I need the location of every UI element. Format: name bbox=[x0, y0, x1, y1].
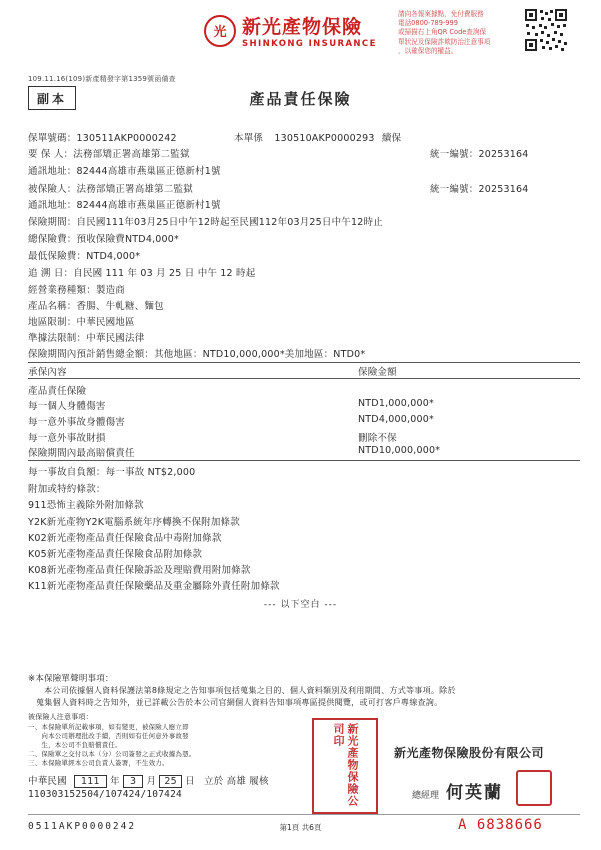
endorsement-item: K11新光產物產品責任保險藥品及重金屬除外責任附加條款 bbox=[28, 581, 280, 592]
doc-reference: 109.11.16(109)新產精發字第1359號函備查 bbox=[28, 75, 176, 83]
note-line: 向本公司辦理批改手續，否則如有任何意外事故發 bbox=[28, 732, 189, 740]
endorsement-item: K08新光產物產品責任保險訴訟及理賠費用附加條款 bbox=[28, 565, 251, 576]
gm-personal-seal bbox=[516, 770, 552, 806]
issue-month: 3 bbox=[123, 775, 143, 788]
coverage-section-title: 產品責任保險 bbox=[28, 386, 87, 397]
issue-day-unit: 日 bbox=[185, 776, 195, 787]
coverage-amount: NTD4,000,000* bbox=[358, 414, 434, 425]
policy-number-row bbox=[28, 130, 177, 144]
notes-heading: 被保險人注意事項： bbox=[28, 713, 93, 721]
footer-policy-code: 0511AKP0000242 bbox=[28, 821, 137, 832]
coverage-header-item: 承保內容 bbox=[28, 367, 67, 378]
original-policy-value: 130510AKP0000293 bbox=[274, 133, 375, 144]
term-line: 最低保險費：NTD4,000* bbox=[28, 251, 141, 262]
coverage-item: 每一個人身體傷害 bbox=[28, 401, 106, 412]
issue-day: 25 bbox=[159, 775, 182, 788]
header-notice bbox=[398, 10, 518, 56]
term-line: 地區限制：中華民國地區 bbox=[28, 317, 135, 328]
coverage-item: 每一意外事故財損 bbox=[28, 433, 106, 444]
endorsement-item: Y2K新光產物Y2K電腦系統年序轉換不保附加條款 bbox=[28, 517, 240, 528]
coverage-item: 保險期間內最高賠償責任 bbox=[28, 448, 135, 459]
notice-line: 電話0800-789-999 bbox=[398, 19, 458, 28]
term-line: 準據法限制：中華民國法律 bbox=[28, 333, 145, 344]
term-line: 追 溯 日：自民國 111 年 03 月 25 日 中午 12 時起 bbox=[28, 268, 256, 279]
coverage-amount: NTD10,000,000* bbox=[358, 445, 441, 456]
notice-line: 單狀況及保險詐欺防治注意事項 bbox=[398, 37, 491, 46]
term-line: 保險期間內預計銷售總金額：其他地區：NTD10,000,000*美加地區：NTD0* bbox=[28, 349, 366, 360]
address-label: 通訊地址： bbox=[28, 200, 77, 211]
serial-number: A 6838666 bbox=[458, 817, 543, 833]
address-label: 通訊地址： bbox=[28, 166, 77, 177]
table-top-rule bbox=[28, 362, 580, 363]
company-name-cn: 新光產物保險 bbox=[242, 16, 363, 38]
notice-line: 請向各報案據點，免付費服務 bbox=[398, 10, 484, 18]
issue-year: 111 bbox=[74, 775, 107, 788]
insured-row bbox=[28, 181, 193, 195]
document-title: 產品責任保險 bbox=[249, 90, 352, 108]
proposer-row bbox=[28, 146, 190, 160]
address-value: 82444高雄市燕巢區正德新村1號 bbox=[76, 200, 221, 211]
gm-label: 總經理 bbox=[412, 791, 440, 801]
insured-tax-row bbox=[430, 181, 528, 195]
qr-code[interactable] bbox=[524, 8, 568, 52]
privacy-line: 蒐集個人資料時之告知外，並已詳載公告於本公司官網個人資料告知事項專區提供閱覽，或可打客戶專線查詢。 bbox=[36, 697, 443, 707]
proposer-tax-value: 20253164 bbox=[478, 149, 529, 160]
note-line: 生，本公司不負賠償責任。 bbox=[28, 741, 122, 749]
page-indicator: 第1頁 共6頁 bbox=[279, 823, 322, 832]
issue-month-unit: 月 bbox=[146, 776, 157, 787]
gm-name: 何英蘭 bbox=[446, 783, 503, 803]
issue-date-row bbox=[28, 773, 269, 788]
company-seal bbox=[312, 718, 378, 814]
insured-tax-label: 統一編號： bbox=[430, 184, 479, 195]
note-line: 三、本保險單經本公司負責人簽署，不生效力。 bbox=[28, 759, 169, 767]
logo-mark: 光 bbox=[204, 15, 236, 47]
insured-tax-value: 20253164 bbox=[478, 184, 529, 195]
seal-text: 新光產物保險公司印 bbox=[332, 723, 359, 807]
term-line: 總保險費：預收保險費NTD4,000* bbox=[28, 234, 179, 245]
table-header-rule bbox=[28, 378, 580, 379]
notice-line: ，以確保您的權益。 bbox=[398, 46, 458, 55]
coverage-item: 每一意外事故身體傷害 bbox=[28, 417, 126, 428]
notice-line: 或掃描右上角QR Code查詢保 bbox=[398, 28, 487, 37]
endorsement-item: K02新光產物產品責任保險食品中毒附加條款 bbox=[28, 533, 222, 544]
proposer-tax-row bbox=[430, 146, 528, 160]
deductible: 每一事故自負額：每一事故 NT$2,000 bbox=[28, 467, 196, 478]
coverage-amount: NTD1,000,000* bbox=[358, 398, 434, 409]
endorsement-item: 911恐怖主義除外附加條款 bbox=[28, 500, 144, 511]
insured-value: 法務部矯正署高雄第二監獄 bbox=[76, 184, 193, 195]
term-line: 保險期間：自民國111年03月25日中午12時起至民國112年03月25日中午12時止 bbox=[28, 217, 383, 228]
proposer-label: 要 保 人： bbox=[28, 149, 74, 160]
company-logo bbox=[204, 12, 377, 49]
footer-rule bbox=[28, 814, 580, 815]
blank-below-marker: --- 以下空白 --- bbox=[263, 600, 338, 610]
company-name-en: SHINKONG INSURANCE bbox=[242, 39, 377, 49]
company-signature-name: 新光產物保險股份有限公司 bbox=[394, 746, 545, 760]
privacy-heading: ※本保險單聲明事項： bbox=[28, 674, 114, 684]
term-line: 經營業務種類：製造商 bbox=[28, 285, 126, 296]
original-policy-label: 本單係 bbox=[234, 133, 264, 144]
copy-label: 副本 bbox=[28, 86, 76, 110]
table-bottom-rule bbox=[28, 460, 580, 461]
privacy-line: 本公司依據個人資料保護法第8條規定之告知事項包括蒐集之目的、個人資料類別及利用期間、方式等事項。除於 bbox=[44, 685, 456, 695]
issue-year-unit: 年 bbox=[110, 776, 120, 787]
issue-place: 立於 高雄 履核 bbox=[204, 776, 269, 787]
insured-label: 被保險人： bbox=[28, 184, 77, 195]
note-line: 二、保險單之交付以本（分）公司簽發之正式收據為憑。 bbox=[28, 750, 196, 758]
endorsements-title: 附加或特約條款： bbox=[28, 484, 106, 495]
issue-date-prefix: 中華民國 bbox=[28, 776, 67, 787]
term-line: 產品名稱：香腸、牛軋糖、麵包 bbox=[28, 301, 164, 312]
policy-number-label: 保單號碼： bbox=[28, 133, 77, 144]
original-policy-suffix: 續保 bbox=[381, 133, 402, 144]
address-value: 82444高雄市燕巢區正德新村1號 bbox=[76, 166, 221, 177]
coverage-amount: 刪除不保 bbox=[358, 433, 397, 444]
policy-number-value: 130511AKP0000242 bbox=[76, 133, 177, 144]
insured-address-row bbox=[28, 197, 221, 211]
proposer-address-row bbox=[28, 163, 221, 177]
proposer-value: 法務部矯正署高雄第二監獄 bbox=[73, 149, 190, 160]
issue-code: 110303152504/107424/107424 bbox=[28, 789, 182, 800]
endorsement-item: K05新光產物產品責任保險食品附加條款 bbox=[28, 549, 203, 560]
original-policy-row bbox=[234, 130, 401, 144]
coverage-header-amount: 保險金額 bbox=[358, 367, 397, 378]
note-line: 一、本保險單所記載事項，如有變更，被保險人應立即 bbox=[28, 723, 189, 731]
proposer-tax-label: 統一編號： bbox=[430, 149, 479, 160]
